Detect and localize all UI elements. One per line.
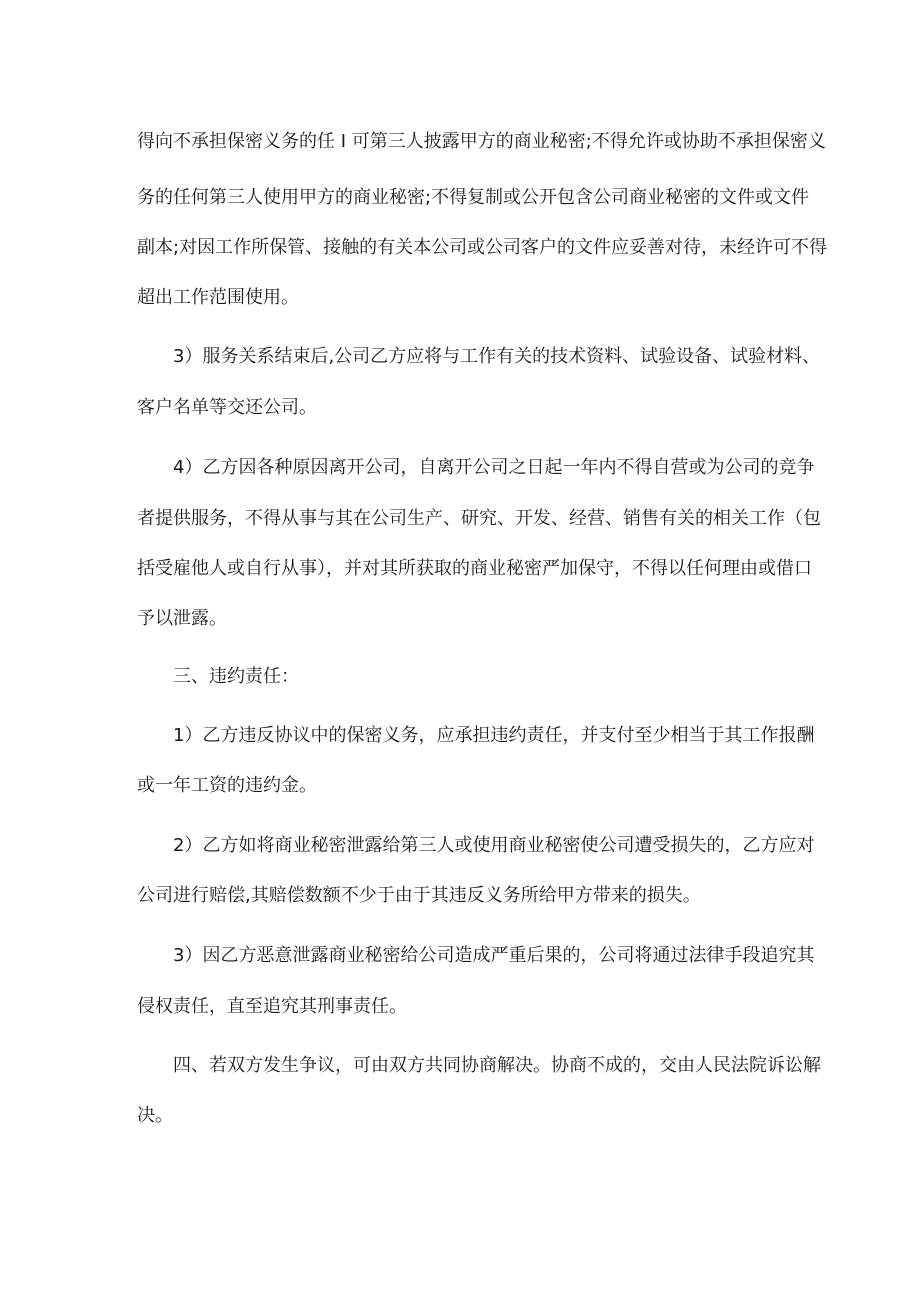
clause-item-1: 1）乙方违反协议中的保密义务，应承担违约责任，并支付至少相当于其工作报酬 (173, 725, 815, 746)
paragraph-line: 括受雇他人或自行从事），并对其所获取的商业秘密严加保守，不得以任何理由或借口 (137, 558, 812, 579)
clause-item-3b: 3）因乙方恶意泄露商业秘密给公司造成严重后果的，公司将通过法律手段追究其 (173, 945, 815, 966)
paragraph-line: 公司进行赔偿,其赔偿数额不少于由于其违反义务所给甲方带来的损失。 (137, 885, 701, 906)
clause-item-4: 4）乙方因各种原因离开公司，自离开公司之日起一年内不得自营或为公司的竞争 (173, 457, 815, 478)
paragraph-line: 务的任何第三人使用甲方的商业秘密;不得复制或公开包含公司商业秘密的文件或文件 (137, 187, 810, 208)
paragraph-line: 或一年工资的违约金。 (137, 775, 317, 796)
paragraph-line: 客户名单等交还公司。 (137, 397, 317, 418)
clause-item-3: 3）服务关系结束后,公司乙方应将与工作有关的技术资料、试验设备、试验材料、 (173, 346, 821, 367)
paragraph-line: 超出工作范围使用。 (137, 287, 299, 308)
paragraph-line: 侵权责任，直至追究其刑事责任。 (137, 996, 407, 1017)
paragraph-line: 得向不承担保密义务的任 I 可第三人披露甲方的商业秘密;不得允许或协助不承担保密义 (137, 131, 826, 152)
clause-item-2: 2）乙方如将商业秘密泄露给第三人或使用商业秘密使公司遭受损失的，乙方应对 (173, 835, 815, 856)
section-heading-breach: 三、违约责任： (173, 666, 299, 687)
section-heading-dispute: 四、若双方发生争议，可由双方共同协商解决。协商不成的，交由人民法院诉讼解 (173, 1055, 821, 1076)
paragraph-line: 予以泄露。 (137, 608, 227, 629)
paragraph-line: 副本;对因工作所保管、接触的有关本公司或公司客户的文件应妥善对待，未经许可不得 (137, 237, 828, 258)
paragraph-line: 者提供服务，不得从事与其在公司生产、研究、开发、经营、销售有关的相关工作（包 (137, 508, 821, 529)
paragraph-line: 决。 (137, 1105, 173, 1126)
